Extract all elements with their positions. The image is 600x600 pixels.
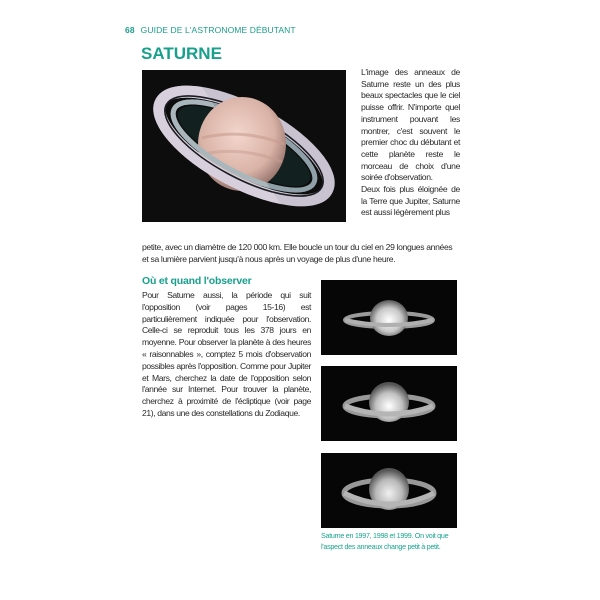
saturn-bw-1998 — [321, 366, 457, 441]
saturn-illustration — [142, 70, 346, 222]
section-heading: Où et quand l'observer — [142, 275, 252, 287]
intro-paragraph-2-start: Deux fois plus éloignée de la Terre que Jupiter, Saturne est aussi légèrement plus — [361, 184, 460, 218]
section-body: Pour Saturne aussi, la période qui suit l'opposition (voir pages 15-16) est particulièrement indiquée pour l'observation. Celle-ci se reproduit tous les 378 jours en moyenne. Pour observer la planète à des heures « raisonnables », comptez 5 mois d'observation possibles après l'opposition. Comme pour Jupiter et Mars, cherchez la date de l'opposition selon l'année sur Internet. Pour trouver la planète, cherchez à proximité de l'écliptique (voir page 21), dans une des constellations du Zodiaque. — [142, 290, 311, 418]
saturn-1999-image — [321, 453, 457, 528]
saturn-color-image — [142, 70, 346, 222]
intro-paragraph-1: L'image des anneaux de Saturne reste un des plus beaux spectacles que le ciel puisse offrir. N'importe quel instrument pouvant les montrer, c'est souvent le premier choc du débutant et cette planète reste le morceau de choix d'une soirée d'observation. — [361, 67, 460, 183]
book-title: GUIDE DE L'ASTRONOME DÉBUTANT — [140, 25, 296, 35]
saturn-bw-1999 — [321, 453, 457, 528]
intro-paragraph-2-continued: petite, avec un diamètre de 120 000 km. Elle boucle un tour du ciel en 29 longues années et sa lumière parvient jusqu'à nous après un voyage de plus d'une heure. — [142, 242, 453, 264]
figure-caption: Saturne en 1997, 1998 et 1999. On voit que l'aspect des anneaux change petit à petit. — [321, 531, 449, 551]
saturn-1997-image — [321, 280, 457, 355]
page-title: SATURNE — [141, 44, 222, 63]
saturn-bw-1997 — [321, 280, 457, 355]
saturn-1998-image — [321, 366, 457, 441]
intro-text-column — [361, 67, 460, 219]
running-head — [125, 25, 296, 35]
page-number: 68 — [125, 25, 135, 35]
